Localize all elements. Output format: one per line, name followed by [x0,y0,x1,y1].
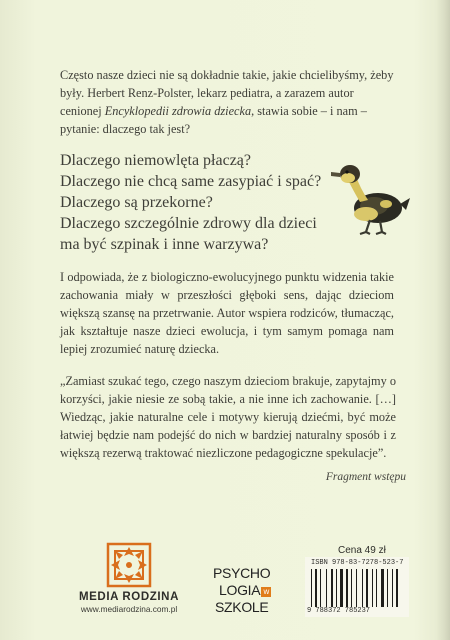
questions-list [60,150,360,255]
series-logo-text: LOGIA [219,582,261,598]
publisher-url: www.mediarodzina.com.pl [80,604,178,614]
publisher-name: MEDIA RODZINA [78,591,179,603]
series-logo-line: SZKOLE [215,599,269,615]
question-line: Dlaczego szczególnie zdrowy dla dzieci [60,215,317,232]
barcode-block [305,557,409,617]
question-line: ma być szpinak i inne warzywa? [60,236,269,253]
intro-text-end: , stawia sobie – i nam – pytanie: dlaczego tak jest? [60,104,367,136]
quote-source: Fragment wstępu [325,471,406,483]
question-line: Dlaczego nie chcą same zasypiać i spać? [60,173,322,190]
intro-paragraph [60,66,396,138]
quote-text: „Zamiast szukać tego, czego naszym dzieciom brakuje, zapytajmy o korzyści, jakie niesie ze sobą takie, a nie inne ich zachowanie. […] Wiedząc, jakie naturalne cele i motywy kierują dziećmi, być może łatwiej będzie nam podejść do nich w bardziej naturalny sposób i z większą rezerwą traktować niezliczone pedagogiczne spekulacje”. [60,374,396,460]
publisher-logo-icon [106,542,152,588]
intro-book-title: Encyklopedii zdrowia dziecka [104,104,252,118]
barcode-digits: 9 788372 785237 [307,607,371,615]
series-logo [213,563,289,619]
quote-paragraph [60,372,396,462]
question-line: Dlaczego są przekorne? [60,194,213,211]
intro-text-start: Często nasze dzieci nie są dokładnie takie, jakie chcielibyśmy, żeby były. Herbert Renz-Polster, lekarz pediatra, a zarazem autor cenionej [60,68,394,118]
price-label: Cena 49 zł [338,545,386,556]
isbn-text: ISBN 978-83-7278-523-7 [311,559,404,567]
series-logo-line [219,582,271,598]
answer-paragraph [60,268,394,358]
duckling-image [326,156,412,242]
question-line: Dlaczego niemowlęta płaczą? [60,152,251,169]
barcode-icon [311,569,403,607]
series-logo-line: PSYCHO [213,565,271,581]
answer-text: I odpowiada, że z biologiczno-ewolucyjnego punktu widzenia takie zachowania miały w przeszłości głęboki sens, dając dzieciom większą szansę na przetrwanie. Autor wspiera rodziców, tłumacząc, jak kształtuje nasze dzieci ewolucja, i tym samym pomaga nam lepiej zrozumieć naturę dziecka. [60,270,394,356]
spine-shadow [436,0,450,640]
series-logo-badge: w [261,587,271,597]
publisher-block [54,542,204,614]
